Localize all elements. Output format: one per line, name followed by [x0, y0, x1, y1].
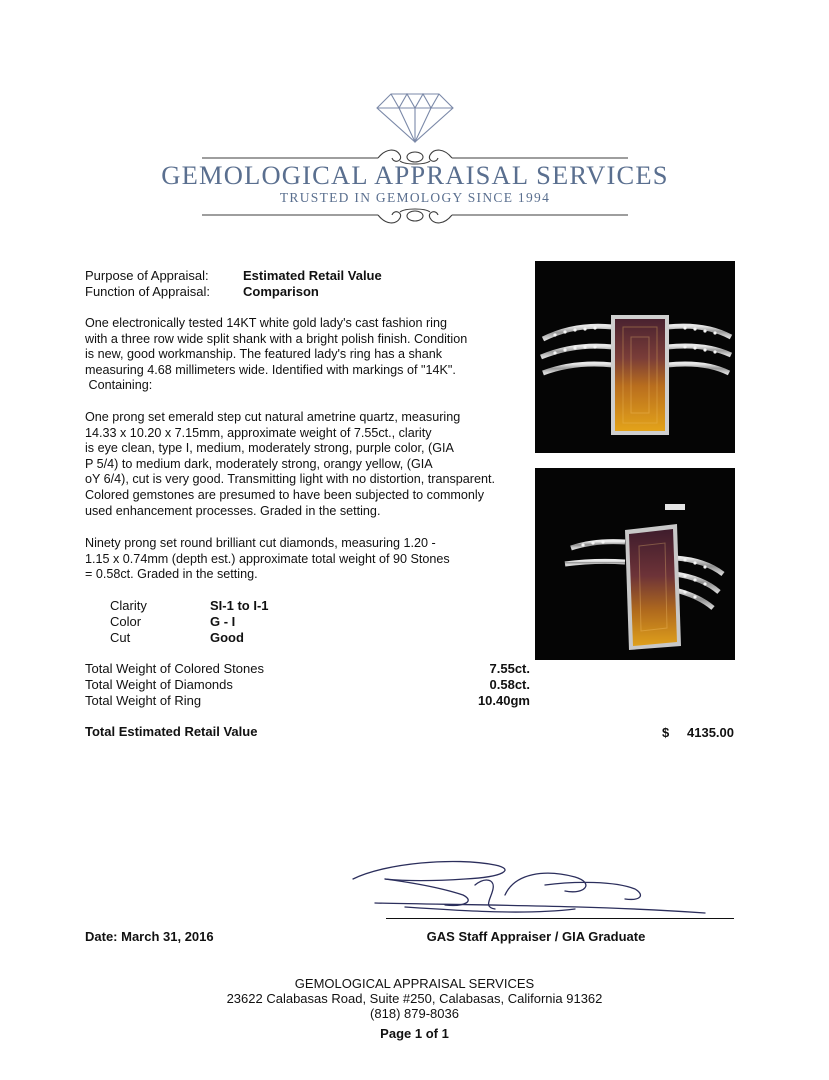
gemstone-line: 14.33 x 10.20 x 7.15mm, approximate weight of 7.55ct., clarity: [85, 425, 432, 440]
retail-value-amount: 4135.00: [687, 725, 734, 740]
gemstone-line: One prong set emerald step cut natural ametrine quartz, measuring: [85, 410, 461, 424]
company-name: GEMOLOGICAL APPRAISAL SERVICES: [161, 160, 669, 190]
ring-description: [85, 316, 467, 394]
page-number: Page 1 of 1: [380, 1026, 449, 1041]
header-ornament-bottom: [200, 205, 630, 227]
gemstone-description: [85, 410, 495, 519]
total-ring-weight-value: 10.40gm: [477, 693, 530, 708]
purpose-label: Purpose of Appraisal:: [85, 268, 209, 283]
gemstone-line: P 5/4) to medium dark, moderately strong, orangy yellow, (GIA: [85, 456, 433, 471]
function-value: Comparison: [243, 284, 319, 299]
company-tagline: TRUSTED IN GEMOLOGY SINCE 1994: [279, 190, 551, 205]
diamonds-line: Ninety prong set round brilliant cut diamonds, measuring 1.20 -: [85, 536, 436, 550]
total-colored-stones-value: 7.55ct.: [489, 661, 530, 676]
currency-symbol: $: [662, 725, 670, 740]
ring-photo-front: [535, 261, 735, 453]
total-colored-stones-label: Total Weight of Colored Stones: [85, 661, 264, 676]
color-label: Color: [110, 614, 142, 629]
purpose-value: Estimated Retail Value: [243, 268, 382, 283]
appraisal-date: Date: March 31, 2016: [85, 929, 214, 944]
total-diamonds-value: 0.58ct.: [489, 677, 530, 692]
clarity-label: Clarity: [110, 598, 147, 613]
cut-label: Cut: [110, 630, 131, 645]
description-line: One electronically tested 14KT white gold lady's cast fashion ring: [85, 316, 447, 330]
signature-line: [386, 918, 734, 919]
retail-value-label: Total Estimated Retail Value: [85, 724, 258, 739]
description-line: is new, good workmanship. The featured lady's ring has a shank: [85, 347, 443, 362]
diamond-icon: [375, 92, 455, 144]
footer-address: 23622 Calabasas Road, Suite #250, Calabasas, California 91362: [226, 991, 603, 1006]
gemstone-line: Colored gemstones are presumed to have been subjected to commonly: [85, 487, 485, 502]
ring-photo-angle: [535, 468, 735, 660]
footer-phone: (818) 879-8036: [370, 1006, 459, 1021]
appraiser-title: GAS Staff Appraiser / GIA Graduate: [426, 929, 646, 944]
cut-value: Good: [210, 630, 244, 645]
description-line: measuring 4.68 millimeters wide. Identified with markings of "14K".: [85, 362, 456, 377]
description-line: Containing:: [85, 378, 153, 393]
color-value: G - I: [210, 614, 236, 629]
total-diamonds-label: Total Weight of Diamonds: [85, 677, 233, 692]
appraiser-signature: [345, 855, 737, 925]
diamonds-line: 1.15 x 0.74mm (depth est.) approximate total weight of 90 Stones: [85, 551, 450, 566]
footer-company: GEMOLOGICAL APPRAISAL SERVICES: [294, 976, 535, 991]
diamonds-line: = 0.58ct. Graded in the setting.: [85, 567, 258, 582]
gemstone-line: oY 6/4), cut is very good. Transmitting light with no distortion, transparent.: [85, 472, 495, 487]
function-label: Function of Appraisal:: [85, 284, 211, 299]
diamonds-description: [85, 536, 450, 583]
clarity-value: SI-1 to I-1: [210, 598, 269, 613]
gemstone-line: is eye clean, type I, medium, moderately strong, purple color, (GIA: [85, 441, 454, 456]
description-line: with a three row wide split shank with a bright polish finish. Condition: [85, 331, 468, 346]
gemstone-line: used enhancement processes. Graded in the setting.: [85, 503, 381, 518]
total-ring-weight-label: Total Weight of Ring: [85, 693, 202, 708]
